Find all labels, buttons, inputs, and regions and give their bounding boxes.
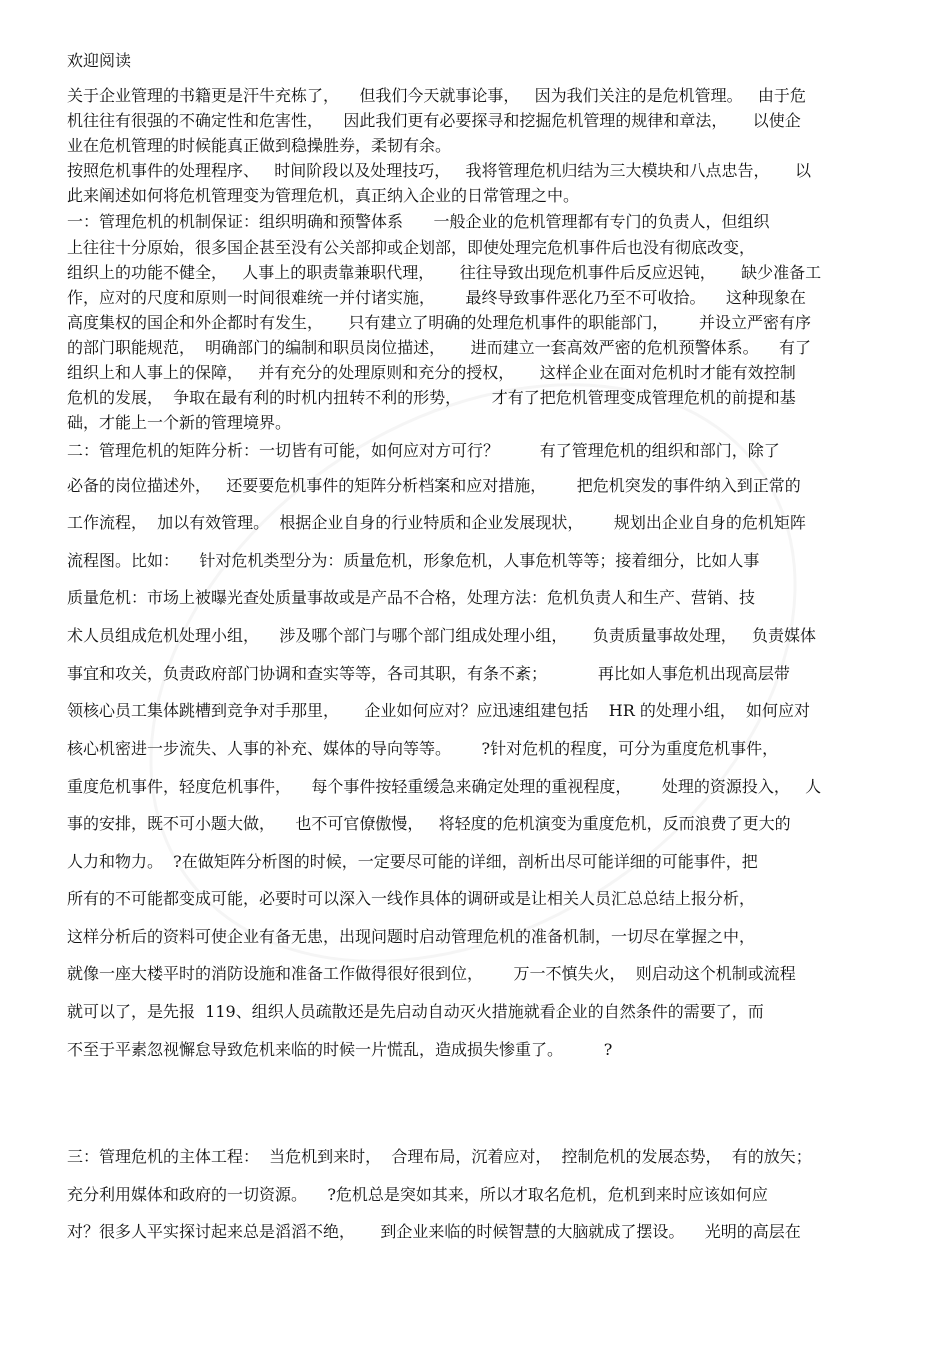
text-line: 充分利用媒体和政府的一切资源。 ?危机总是突如其来，所以才取名危机，危机到来时应该如何应	[67, 1185, 768, 1204]
text-line: 术人员组成危机处理小组， 涉及哪个部门与哪个部门组成处理小组， 负责质量事故处理， 负责媒体	[67, 626, 817, 645]
text-line: 不至于平素忽视懈怠导致危机来临的时候一片慌乱，造成损失惨重了。 ?	[67, 1040, 613, 1059]
text-line: 一：管理危机的机制保证：组织明确和预警体系 一般企业的危机管理都有专门的负责人，但组织	[67, 212, 770, 231]
text-line: 作，应对的尺度和原则一时间很难统一并付诸实施， 最终导致事件恶化乃至不可收拾。 这种现象在	[67, 288, 806, 307]
text-line: 工作流程， 加以有效管理。 根据企业自身的行业特质和企业发展现状， 规划出企业自身的危机矩阵	[67, 513, 806, 532]
text-line: 础，才能上一个新的管理境界。	[67, 413, 292, 432]
text-line: 二：管理危机的矩阵分析：一切皆有可能，如何应对方可行？ 有了管理危机的组织和部门，除了	[67, 441, 780, 460]
text-line: 就像一座大楼平时的消防设施和准备工作做得很好很到位， 万一不慎失火， 则启动这个机制或流程	[67, 964, 796, 983]
text-line: 组织上的功能不健全， 人事上的职责靠兼职代理， 往往导致出现危机事件后反应迟钝， 缺少准备工	[67, 263, 822, 282]
text-line: 上往往十分原始，很多国企甚至没有公关部抑或企划部，即使处理完危机事件后也没有彻底改变，	[67, 238, 756, 257]
text-line: 按照危机事件的处理程序、 时间阶段以及处理技巧， 我将管理危机归结为三大模块和八点忠告， 以	[67, 161, 811, 180]
text-line: 人力和物力。 ?在做矩阵分析图的时候，一定要尽可能的详细，剖析出尽可能详细的可能事件，把	[67, 852, 758, 871]
document-heading: 欢迎阅读	[67, 51, 132, 70]
text-line: 领核心员工集体跳槽到竞争对手那里， 企业如何应对？应迅速组建包括 HR 的处理小组， 如何应对	[67, 701, 811, 720]
text-line: 流程图。比如： 针对危机类型分为：质量危机，形象危机，人事危机等等；接着细分，比如人事	[67, 551, 760, 570]
text-line: 事的安排，既不可小题大做， 也不可官僚傲慢， 将轻度的危机演变为重度危机，反而浪费了更大的	[67, 814, 791, 833]
text-line: 机往往有很强的不确定性和危害性， 因此我们更有必要探寻和挖掘危机管理的规律和章法， 以使企	[67, 111, 801, 130]
text-line: 高度集权的国企和外企都时有发生， 只有建立了明确的处理危机事件的职能部门， 并设立严密有序	[67, 313, 811, 332]
text-line: 组织上和人事上的保障， 并有充分的处理原则和充分的授权， 这样企业在面对危机时才能有效控制	[67, 363, 796, 382]
text-line: 三：管理危机的主体工程： 当危机到来时， 合理布局，沉着应对， 控制危机的发展态势， 有的放矢；	[67, 1147, 812, 1166]
text-line: 此来阐述如何将危机管理变为管理危机，真正纳入企业的日常管理之中。	[67, 186, 580, 205]
text-line: 质量危机：市场上被曝光查处质量事故或是产品不合格，处理方法：危机负责人和生产、营销、技	[67, 588, 756, 607]
text-line: 这样分析后的资料可使企业有备无患，出现问题时启动管理危机的准备机制，一切尽在掌握之中，	[67, 927, 756, 946]
text-line: 核心机密进一步流失、人事的补充、媒体的导向等等。 ?针对危机的程度，可分为重度危机事件，	[67, 739, 779, 758]
text-line: 的部门职能规范， 明确部门的编制和职员岗位描述， 进而建立一套高效严密的危机预警体系。 有了	[67, 338, 811, 357]
text-line: 重度危机事件，轻度危机事件， 每个事件按轻重缓急来确定处理的重视程度， 处理的资源投入， 人	[67, 777, 822, 796]
text-line: 对？很多人平实探讨起来总是滔滔不绝， 到企业来临的时候智慧的大脑就成了摆设。 光明的高层在	[67, 1222, 801, 1241]
text-line: 关于企业管理的书籍更是汗牛充栋了， 但我们今天就事论事， 因为我们关注的是危机管理。 由于危	[67, 86, 806, 105]
text-line: 事宜和攻关，负责政府部门协调和查实等等，各司其职，有条不紊； 再比如人事危机出现高层带	[67, 664, 790, 683]
text-line: 业在危机管理的时候能真正做到稳操胜券，柔韧有余。	[67, 136, 452, 155]
text-line: 所有的不可能都变成可能，必要时可以深入一线作具体的调研或是让相关人员汇总总结上报分析，	[67, 889, 756, 908]
text-line: 危机的发展， 争取在最有利的时机内扭转不利的形势， 才有了把危机管理变成管理危机的前提和基	[67, 388, 796, 407]
text-line: 就可以了，是先报 119、组织人员疏散还是先启动自动灭火措施就看企业的自然条件的需要了，而	[67, 1002, 764, 1021]
text-line: 必备的岗位描述外， 还要要危机事件的矩阵分析档案和应对措施， 把危机突发的事件纳入到正常的	[67, 476, 801, 495]
